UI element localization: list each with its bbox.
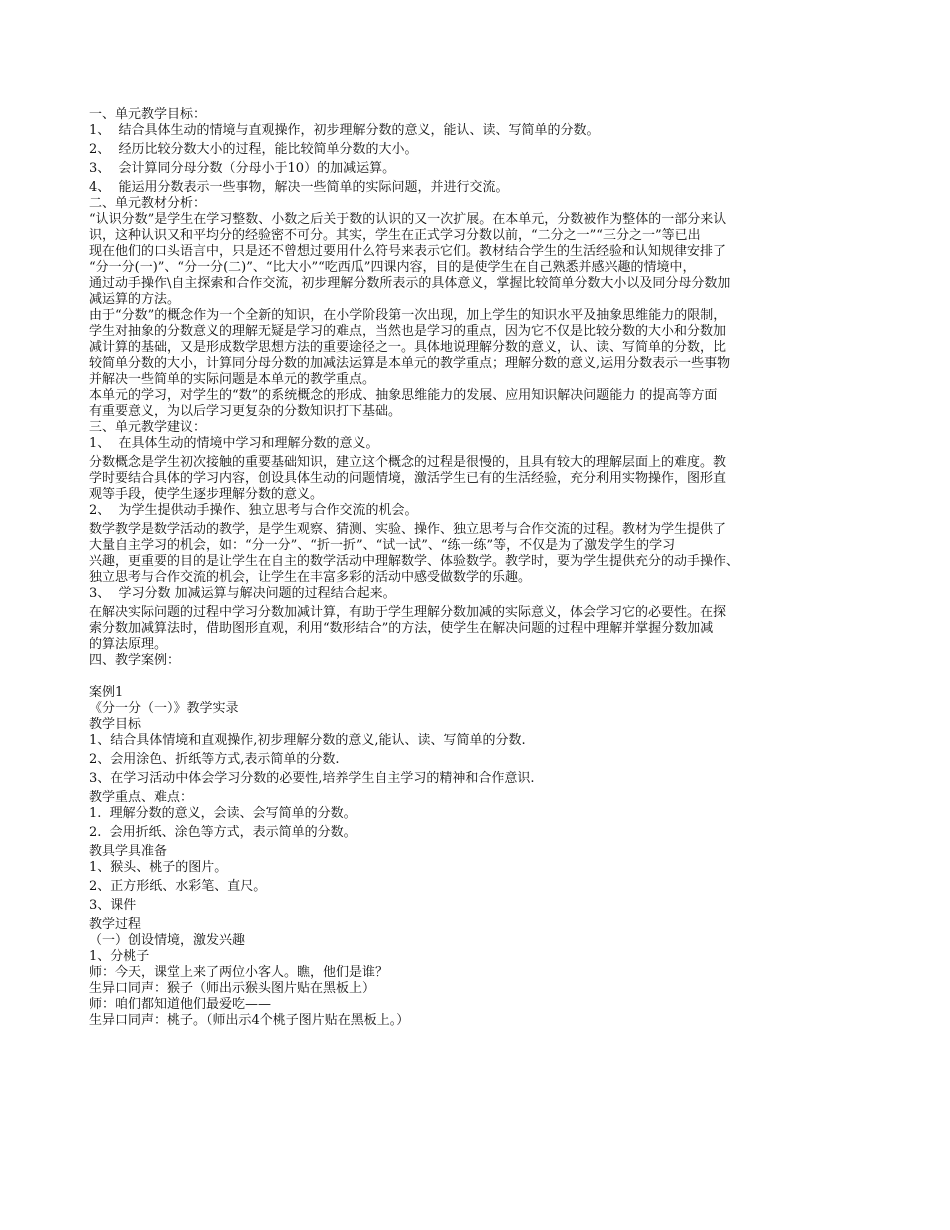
- suggestion-item: 1、 在具体生动的情境中学习和理解分数的意义。: [89, 436, 379, 451]
- paragraph-line: 学时要结合具体的学习内容，创设具体生动的问题情境，激活学生已有的生活经验，充分利用实物操作，图形直: [89, 471, 727, 486]
- list-item: 1、结合具体情境和直观操作,初步理解分数的意义,能认、读、写简单的分数.: [89, 733, 526, 748]
- suggestion-item: 2、 为学生提供动手操作、独立思考与合作交流的机会。: [89, 503, 418, 518]
- document-body: [89, 107, 861, 1029]
- paragraph-line: 识，这种认识又和平均分的经验密不可分。其实，学生在正式学习分数以前，“二分之一”“三分之一”等已出: [89, 228, 701, 243]
- dialogue-line: 师：咱们都知道他们最爱吃——: [89, 997, 272, 1012]
- sub-heading: （一）创设情境，激发兴趣: [89, 933, 246, 948]
- paragraph-line: 由于“分数”的概念作为一个全新的知识，在小学阶段第一次出现，加上学生的知识水平及抽象思维能力的限制，: [89, 308, 727, 323]
- list-item: 3、在学习活动中体会学习分数的必要性,培养学生自主学习的精神和合作意识.: [89, 771, 535, 786]
- list-item: 3、课件: [89, 898, 137, 913]
- paragraph-line: 独立思考与合作交流的机会，让学生在丰富多彩的活动中感受做数学的乐趣。: [89, 570, 532, 585]
- sub-heading: 1、分桃子: [89, 949, 150, 964]
- dialogue-line: 生异口同声：桃子。（师出示4个桃子图片贴在黑板上。）: [89, 1013, 410, 1028]
- paragraph-line: 兴趣，更重要的目的是让学生在自主的数学活动中理解数学、体验数学。教学时，要为学生提供充分的动手操作、: [89, 554, 740, 569]
- paragraph-line: 分数概念是学生初次接触的重要基础知识，建立这个概念的过程是很慢的，且具有较大的理解层面上的难度。教: [89, 455, 727, 470]
- goal-item: 1、 结合具体生动的情境与直观操作，初步理解分数的意义，能认、读、写简单的分数。: [89, 123, 600, 138]
- section-heading: 教学过程: [89, 917, 142, 932]
- lesson-title: 《分一分（一）》教学实录: [89, 701, 239, 716]
- paragraph-line: 索分数加减算法时，借助图形直观，利用“数形结合”的方法，使学生在解决问题的过程中理解并掌握分数加减: [89, 621, 714, 636]
- paragraph-line: “分一分(一)”、“分一分(二)”、“比大小”“吃西瓜”四课内容，目的是使学生在自己熟悉并感兴趣的情境中，: [89, 260, 696, 275]
- paragraph-line: 大量自主学习的机会，如：“分一分”、“折一折”、“试一试”、“练一练”等，不仅是为了激发学生的学习: [89, 538, 676, 553]
- goal-item: 3、 会计算同分母分数（分母小于10）的加减运算。: [89, 161, 396, 176]
- paragraph-line: 在解决实际问题的过程中学习分数加减计算，有助于学生理解分数加减的实际意义，体会学习它的必要性。在探: [89, 605, 727, 620]
- paragraph-line: 观等手段，使学生逐步理解分数的意义。: [89, 487, 324, 502]
- paragraph-line: 数学教学是数学活动的教学，是学生观察、猜测、实验、操作、独立思考与合作交流的过程。教材为学生提供了: [89, 522, 727, 537]
- blank-line: [89, 669, 861, 685]
- paragraph-line: 的算法原理。: [89, 637, 168, 652]
- goal-item: 2、 经历比较分数大小的过程，能比较简单分数的大小。: [89, 142, 418, 157]
- list-item: 1. 理解分数的意义，会读、会写简单的分数。: [89, 806, 357, 821]
- heading-teaching-suggestions: 三、单元教学建议：: [89, 420, 207, 435]
- goal-item: 4、 能运用分数表示一些事物，解决一些简单的实际问题，并进行交流。: [89, 180, 509, 195]
- paragraph-line: 并解决一些简单的实际问题是本单元的教学重点。: [89, 372, 376, 387]
- paragraph-line: 有重要意义，为以后学习更复杂的分数知识打下基础。: [89, 404, 402, 419]
- section-heading: 教学目标: [89, 717, 142, 732]
- heading-teaching-cases: 四、教学案例：: [89, 653, 181, 668]
- section-heading: 教具学具准备: [89, 844, 168, 859]
- dialogue-line: 师：今天，课堂上来了两位小客人。瞧，他们是谁？: [89, 965, 389, 980]
- heading-material-analysis: 二、单元教材分析：: [89, 196, 207, 211]
- list-item: 1、猴头、桃子的图片。: [89, 860, 228, 875]
- list-item: 2. 会用折纸、涂色等方式，表示简单的分数。: [89, 825, 357, 840]
- paragraph-line: 较简单分数的大小，计算同分母分数的加减法运算是本单元的教学重点；理解分数的意义,运用分数表示一些事物: [89, 356, 731, 371]
- section-heading: 教学重点、难点：: [89, 790, 194, 805]
- paragraph-line: 通过动手操作\自主探索和合作交流，初步理解分数所表示的具体意义，掌握比较简单分数大小以及同分母分数加: [89, 276, 731, 291]
- list-item: 2、正方形纸、水彩笔、直尺。: [89, 879, 267, 894]
- paragraph-line: 学生对抽象的分数意义的理解无疑是学习的难点，当然也是学习的重点，因为它不仅是比较分数的大小和分数加: [89, 324, 727, 339]
- paragraph-line: “认识分数”是学生在学习整数、小数之后关于数的认识的又一次扩展。在本单元，分数被作为整体的一部分来认: [89, 212, 727, 227]
- paragraph-line: 本单元的学习，对学生的“数”的系统概念的形成、抽象思维能力的发展、应用知识解决问题能力 的提高等方面: [89, 388, 718, 403]
- case-title: 案例1: [89, 685, 124, 700]
- paragraph-line: 减计算的基础，又是形成数学思想方法的重要途径之一。具体地说理解分数的意义，认、读、写简单的分数，比: [89, 340, 727, 355]
- heading-unit-goals: 一、单元教学目标：: [89, 107, 207, 122]
- paragraph-line: 减运算的方法。: [89, 292, 181, 307]
- dialogue-line: 生异口同声：猴子（师出示猴头图片贴在黑板上）: [89, 981, 376, 996]
- paragraph-line: 现在他们的口头语言中，只是还不曾想过要用什么符号来表示它们。教材结合学生的生活经验和认知规律安排了: [89, 244, 727, 259]
- list-item: 2、会用涂色、折纸等方式,表示简单的分数.: [89, 752, 340, 767]
- suggestion-item: 3、 学习分数 加减运算与解决问题的过程结合起来。: [89, 586, 396, 601]
